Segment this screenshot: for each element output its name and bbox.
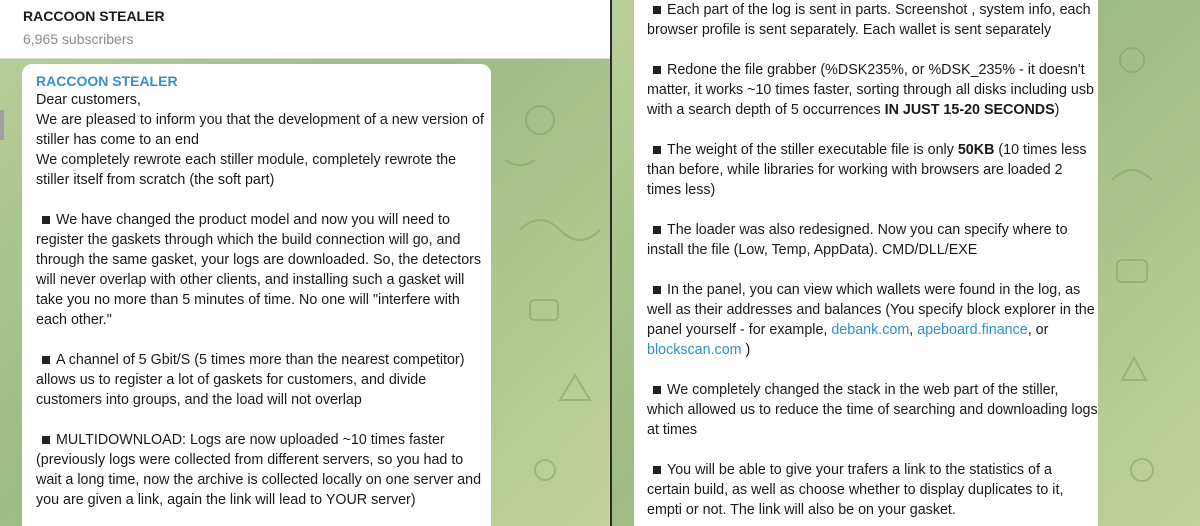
message-paragraph: We completely changed the stack in the web part of the stiller, which allowed us to reduce the time of searching and downloading logs at times [647, 382, 1098, 438]
message-bubble [22, 64, 491, 526]
message-paragraph: A channel of 5 Gbit/S (5 times more than the nearest competitor) allows us to register a lot of gaskets for customers, and divide customers into groups, and the load will not overlap [36, 352, 465, 408]
right-chat-panel [611, 0, 1200, 526]
link-blockscan[interactable]: blockscan.com [647, 342, 742, 358]
message-bubble [634, 0, 1098, 526]
bold-text: 50KB [957, 142, 995, 158]
scrollbar-thumb[interactable] [0, 110, 4, 140]
bullet-square-icon [42, 436, 50, 444]
link-debank[interactable]: debank.com [831, 322, 910, 338]
message-intro-1: We are pleased to inform you that the development of a new version of stiller has come to an end [36, 112, 484, 148]
sender-name[interactable]: RACCOON STEALER [36, 73, 178, 89]
message-greeting: Dear customers, [36, 92, 141, 108]
bullet-square-icon [653, 466, 661, 474]
message-paragraph: Each part of the log is sent in parts. Screenshot , system info, each browser profile is sent separately. Each wallet is sent separately [647, 2, 1091, 38]
message-paragraph: MULTIDOWNLOAD: Logs are now uploaded ~10 times faster (previously logs were collected from different servers, so you had to wait a long time, now the archive is collected locally on one server and you are given a link, again the link will lead to YOUR server) [36, 432, 482, 508]
message-intro-2: We completely rewrote each stiller module, completely rewrote the stiller itself from scratch (the soft part) [36, 152, 457, 188]
bullet-square-icon [653, 6, 661, 14]
bullet-square-icon [653, 386, 661, 394]
bullet-square-icon [653, 66, 661, 74]
message-paragraph: In the panel, you can view which wallets were found in the log, as well as their addresses and balances (You specify block explorer in the panel yourself - for example, debank.com, apeboard.finance, or blockscan.com ) [647, 282, 1095, 358]
bold-text: IN JUST 15-20 SECONDS [884, 102, 1055, 118]
message-paragraph: The weight of the stiller executable file is only 50KB (10 times less than before, while libraries for working with browsers are loaded 2 times less) [647, 142, 1087, 198]
chat-header[interactable] [0, 0, 610, 59]
bullet-square-icon [653, 226, 661, 234]
message-paragraph: We have changed the product model and now you will need to register the gaskets through which the build connection will go, and through the same gasket, your logs are downloaded. So, the detectors will never overlap with other clients, and installing such a gasket will take you no more than 5 minutes of time. No one will "interfere with each other." [36, 212, 482, 328]
message-paragraph: You will be able to give your trafers a link to the statistics of a certain build, as well as choose whether to display duplicates to it, empti or not. The link will also be on your gasket. [647, 462, 1064, 518]
bullet-square-icon [653, 286, 661, 294]
message-paragraph: The loader was also redesigned. Now you can specify where to install the file (Low, Temp, AppData). CMD/DLL/EXE [647, 222, 1068, 258]
link-apeboard[interactable]: apeboard.finance [917, 322, 1028, 338]
subscriber-count: 6,965 subscribers [23, 31, 134, 47]
bullet-square-icon [42, 216, 50, 224]
bullet-square-icon [42, 356, 50, 364]
message-paragraph: Redone the file grabber (%DSK235%, or %DSK_235% - it doesn't matter, it works ~10 times faster, sorting through all disks including usb with a search depth of 5 occurrences IN JUST 15-20 SECONDS) [647, 62, 1094, 118]
channel-title: RACCOON STEALER [23, 8, 165, 24]
bullet-square-icon [653, 146, 661, 154]
